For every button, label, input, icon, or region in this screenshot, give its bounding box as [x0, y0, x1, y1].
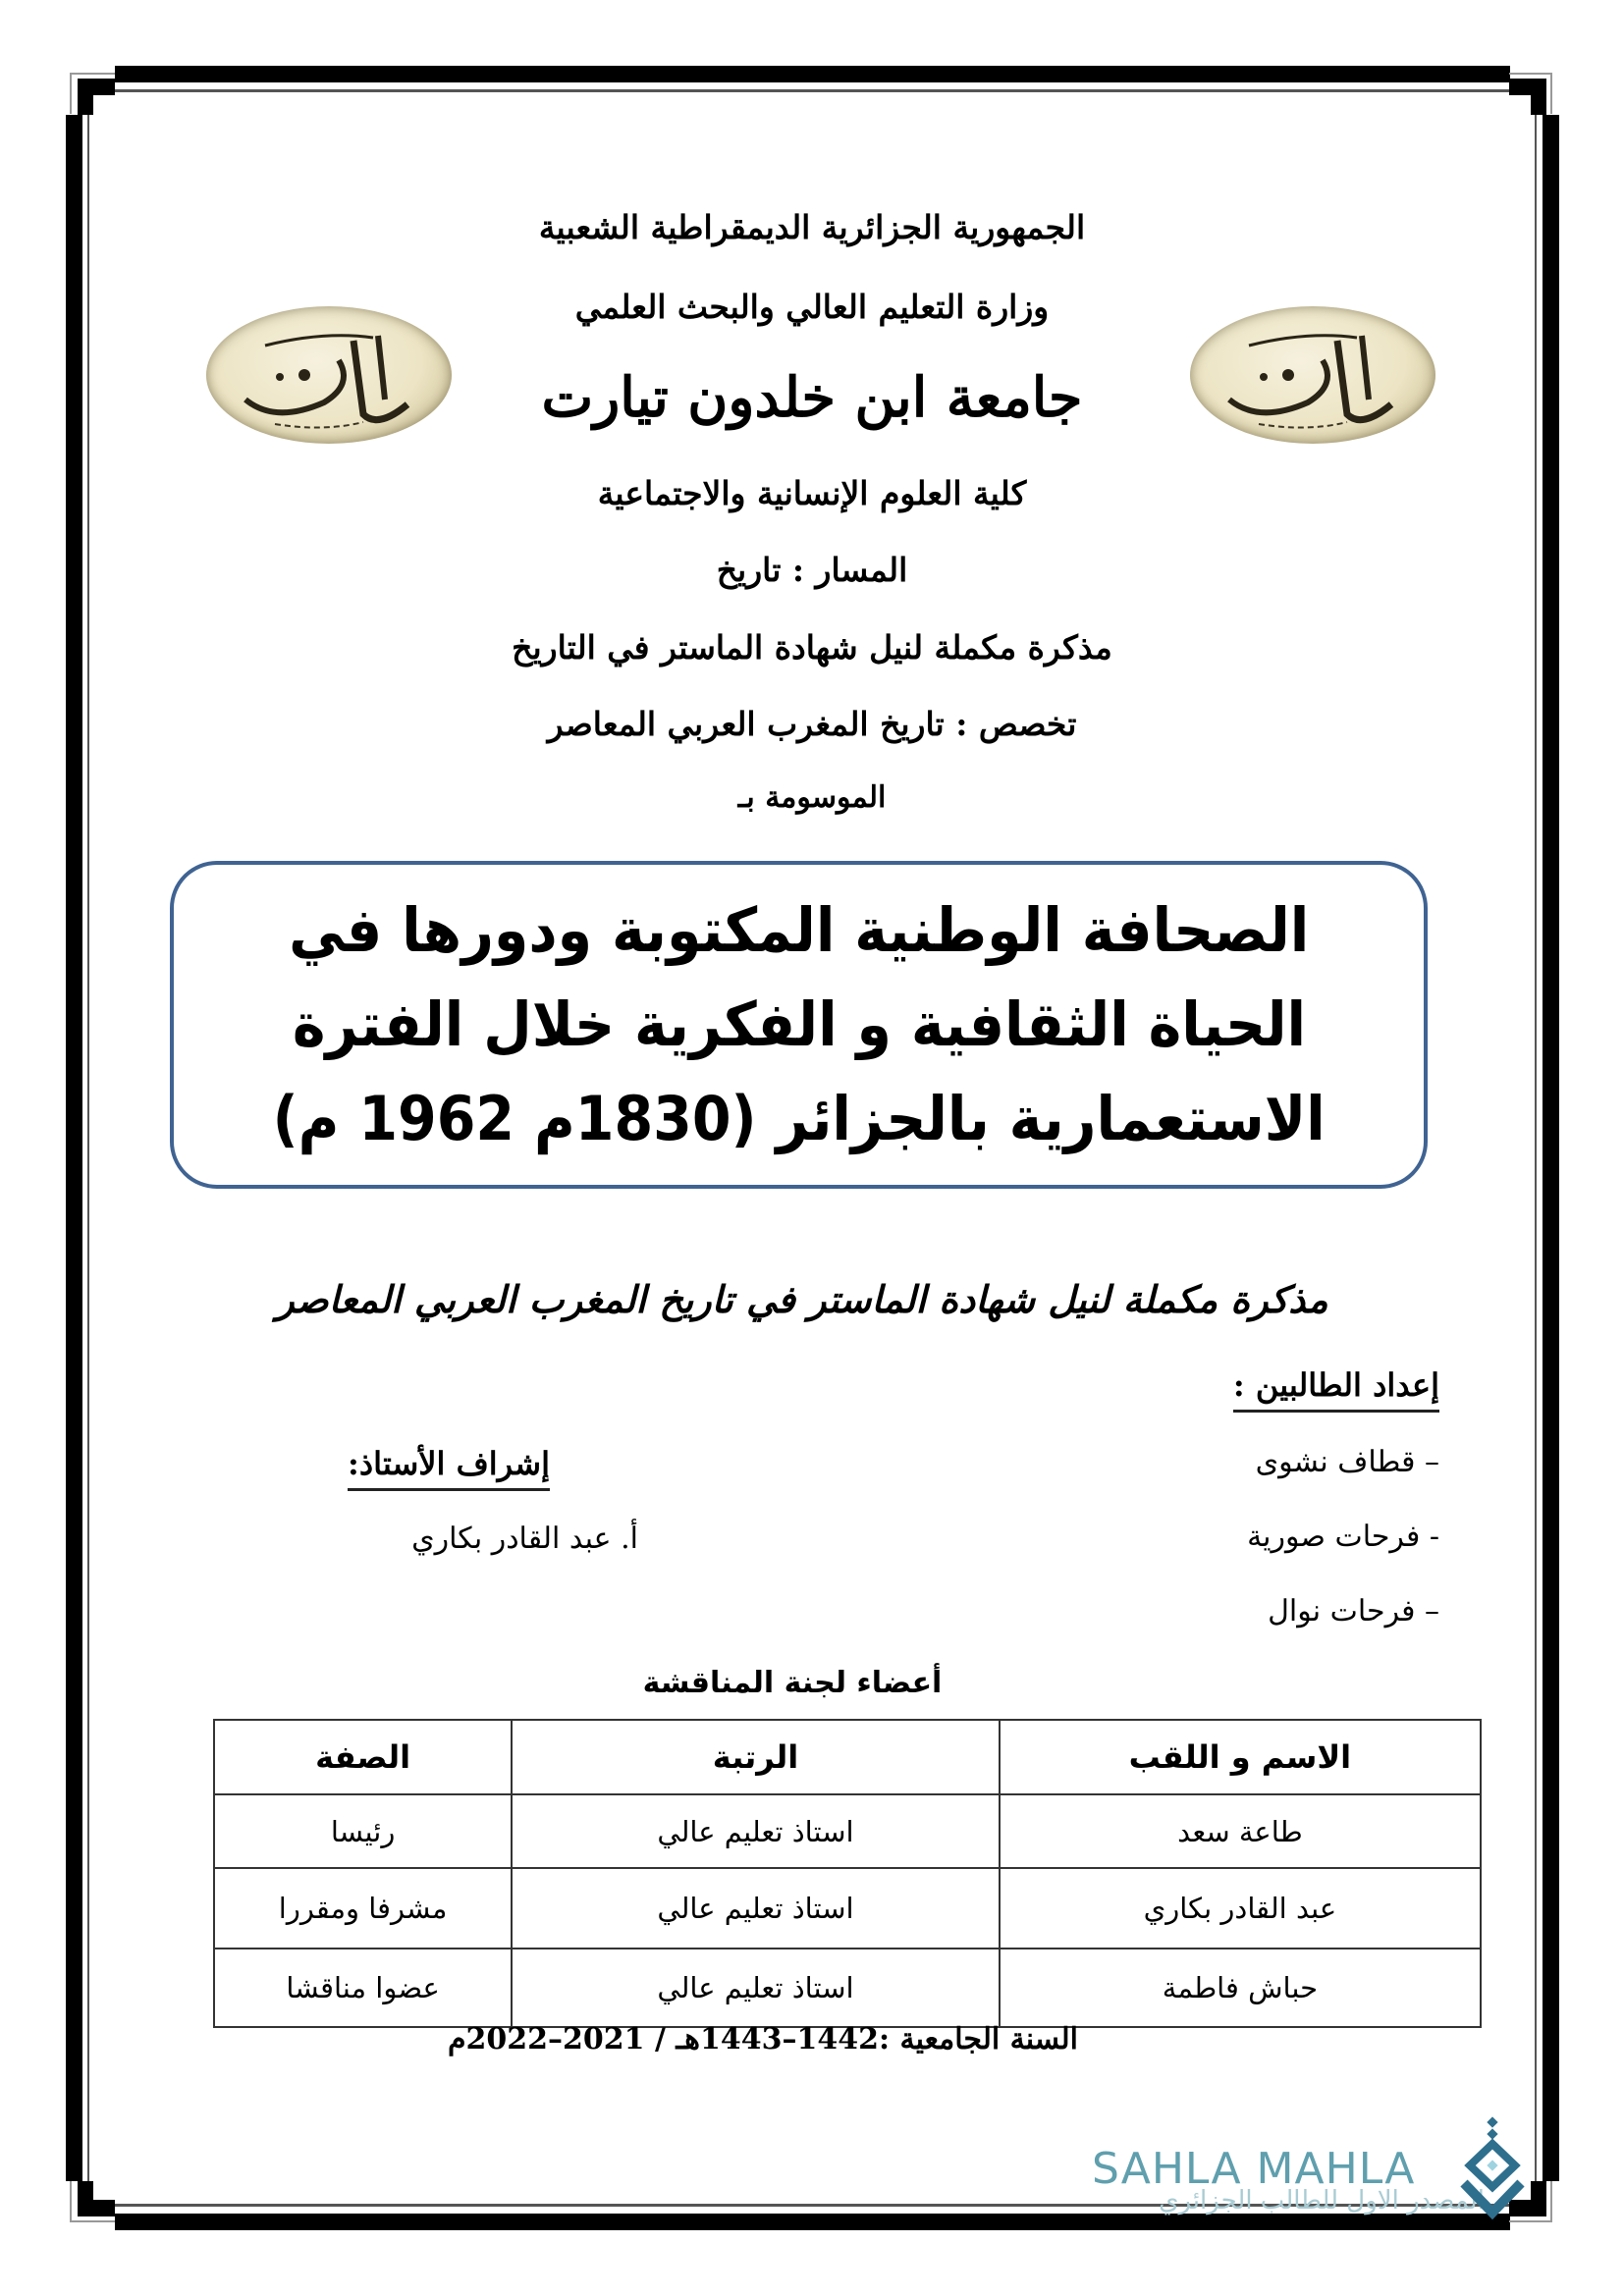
member-role: مشرفا ومقررا — [214, 1868, 512, 1949]
watermark-brand: SAHLA MAHLA — [1092, 2144, 1416, 2194]
students-label: إعداد الطالبين : — [1233, 1366, 1439, 1413]
students-section — [1233, 1366, 1439, 1404]
corner-tl-v — [78, 79, 93, 115]
republic-heading: الجمهورية الجزائرية الديمقراطية الشعبية — [538, 208, 1086, 246]
corner-bl-v — [78, 2181, 93, 2216]
table-header-row — [214, 1720, 1481, 1794]
member-name: عبد القادر بكاري — [1000, 1868, 1481, 1949]
member-rank: استاذ تعليم عالي — [512, 1868, 1000, 1949]
committee-table — [213, 1719, 1482, 2028]
committee-title: أعضاء لجنة المناقشة — [642, 1666, 943, 1700]
ministry-heading: وزارة التعليم العالي والبحث العلمي — [574, 288, 1050, 326]
track-label: المسار : تاريخ — [716, 551, 908, 589]
table-row — [214, 1868, 1481, 1949]
student-name-3: – فرحات نوال — [1268, 1594, 1439, 1629]
thesis-title-line-3: الاستعمارية بالجزائر (1830م 1962 م) — [272, 1083, 1326, 1154]
thesis-subtitle: مذكرة مكملة لنيل شهادة الماستر في تاريخ المغرب العربي المعاصر — [276, 1278, 1328, 1321]
supervisor-section — [324, 1445, 550, 1482]
student-name-2: - فرحات صورية — [1247, 1520, 1439, 1554]
column-header-role: الصفة — [214, 1720, 512, 1794]
member-name: حباش فاطمة — [1000, 1949, 1481, 2027]
academic-year: السنة الجامعية :1442–1443هـ / 2021–2022م — [447, 2022, 1079, 2056]
thesis-title-box — [170, 861, 1428, 1189]
specialty-label: تخصص : تاريخ المغرب العربي المعاصر — [547, 705, 1077, 743]
frame-top-line — [115, 89, 1510, 92]
corner-tr-v — [1531, 79, 1546, 115]
member-rank: استاذ تعليم عالي — [512, 1794, 1000, 1868]
watermark-tagline: المصدر الاول للطالب الجزائري — [1159, 2186, 1485, 2216]
member-name: طاعة سعد — [1000, 1794, 1481, 1868]
column-header-rank: الرتبة — [512, 1720, 1000, 1794]
frame-bottom-bar — [115, 2214, 1510, 2230]
supervisor-label: إشراف الأستاذ: — [348, 1445, 550, 1491]
member-role: عضوا مناقشا — [214, 1949, 512, 2027]
frame-top-bar — [115, 66, 1510, 82]
sahla-mahla-logo-icon — [1456, 2114, 1535, 2222]
member-rank: استاذ تعليم عالي — [512, 1949, 1000, 2027]
table-row — [214, 1794, 1481, 1868]
supervisor-name: أ. عبد القادر بكاري — [411, 1522, 638, 1556]
column-header-name: الاسم و اللقب — [1000, 1720, 1481, 1794]
sahla-mahla-watermark — [1092, 2144, 1485, 2216]
titled-label: الموسومة بـ — [737, 780, 887, 815]
university-name: جامعة ابن خلدون تيارت — [541, 365, 1083, 430]
member-role: رئيسا — [214, 1794, 512, 1868]
thesis-title-line-1: الصحافة الوطنية المكتوبة ودورها في — [288, 894, 1310, 966]
table-row — [214, 1949, 1481, 2027]
thesis-title-line-2: الحياة الثقافية و الفكرية خلال الفترة — [292, 988, 1306, 1060]
degree-label: مذكرة مكملة لنيل شهادة الماستر في التاريخ — [512, 628, 1112, 667]
faculty-name: كلية العلوم الإنسانية والاجتماعية — [597, 474, 1027, 512]
student-name-1: – قطاف نشوى — [1255, 1445, 1439, 1479]
